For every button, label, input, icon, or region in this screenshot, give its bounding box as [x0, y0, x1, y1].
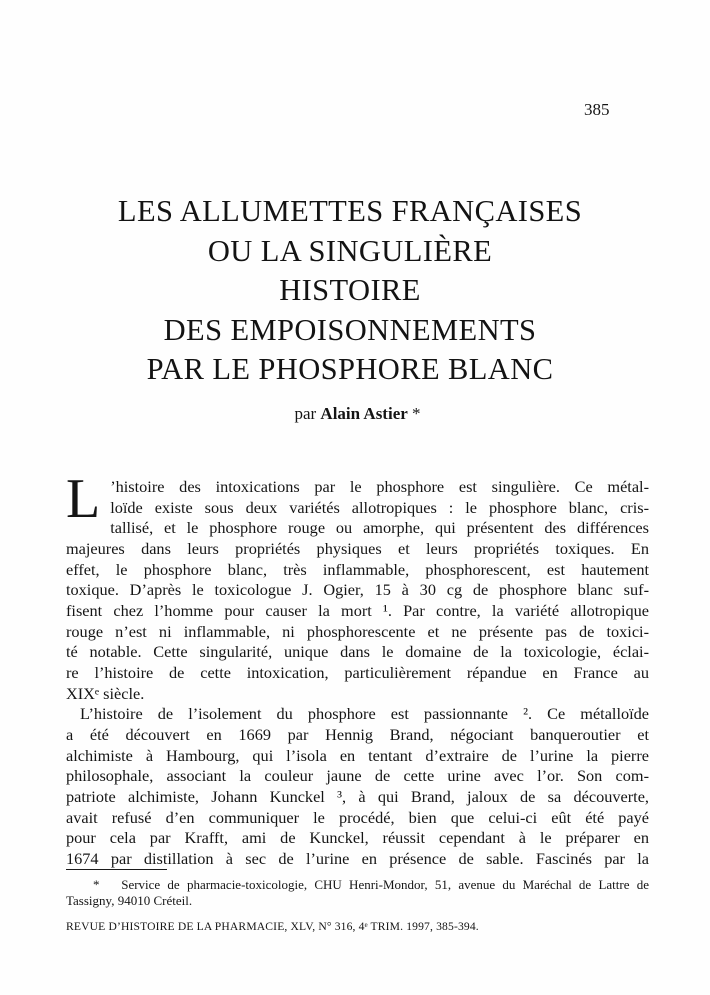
body-line: alchimiste à Hambourg, qui l’isola en tentant d’extraire de l’urine la pierre	[66, 745, 649, 765]
body-line: effet, le phosphore blanc, très inflammable, phosphorescent, est hautement	[66, 559, 649, 579]
body-lines	[66, 468, 649, 869]
body-line: pour cela par Krafft, ami de Kunckel, réussit cependant à le préparer en	[66, 828, 649, 848]
title-line: OU LA SINGULIÈRE	[207, 233, 493, 268]
body-line: patriote alchimiste, Johann Kunckel ³, à qui Brand, jaloux de sa découverte,	[66, 786, 649, 806]
body-line: re l’histoire de cette intoxication, particulièrement répandue en France au	[66, 662, 649, 682]
title-line: LES ALLUMETTES FRANÇAISES	[117, 194, 583, 228]
byline-footnote-mark: *	[407, 404, 421, 423]
byline-prefix: par	[294, 404, 321, 423]
dropcap-letter: L	[66, 468, 101, 530]
body-line: avait refusé d’en communiquer le procédé, bien que celui-ci eût été payé	[66, 807, 649, 827]
body-line: ’histoire des intoxications par le phosphore est singulière. Ce métal-	[110, 477, 649, 496]
body-line: té notable. Cette singularité, unique dans le domaine de la toxicologie, éclai-	[66, 642, 649, 662]
body-line: a été découvert en 1669 par Hennig Brand, négociant banqueroutier et	[66, 724, 649, 744]
article-body	[66, 468, 649, 869]
footnote	[66, 877, 649, 909]
body-line: XIXᵉ siècle.	[66, 683, 145, 703]
body-line: toxique. D’après le toxicologue J. Ogier, 15 à 30 cg de phosphore blanc suf-	[66, 580, 649, 600]
body-line: 1674 par distillation à sec de l’urine en présence de sable. Fascinés par la	[66, 848, 649, 868]
footnote-rule	[66, 869, 167, 870]
page-number: 385	[584, 100, 610, 119]
title-line: HISTOIRE	[279, 273, 421, 307]
body-line: loïde existe sous deux variétés allotropiques : le phosphore blanc, cris-	[110, 497, 649, 517]
body-line: tallisé, et le phosphore rouge ou amorphe, qui présentent des différences	[110, 518, 649, 538]
journal-reference: REVUE D’HISTOIRE DE LA PHARMACIE, XLV, N° 316, 4ᵉ TRIM. 1997, 385-394.	[66, 920, 479, 933]
body-line: L’histoire de l’isolement du phosphore est passionnante ². Ce métalloïde	[80, 704, 649, 724]
title-line: PAR LE PHOSPHORE BLANC	[146, 352, 554, 386]
title-line: DES EMPOISONNEMENTS	[163, 312, 537, 347]
footnote-line: * Service de pharmacie-toxicologie, CHU Henri-Mondor, 51, avenue du Maréchal de Lattre de	[93, 877, 649, 892]
article-title	[40, 192, 660, 390]
author-name: Alain Astier	[320, 404, 408, 423]
footnote-line: Tassigny, 94010 Créteil.	[66, 892, 193, 908]
body-line: fisent chez l’homme pour causer la mort ¹. Par contre, la variété allotropique	[66, 600, 649, 620]
body-line: philosophale, associant la couleur jaune de cette urine avec l’or. Son com-	[66, 766, 649, 786]
byline	[66, 404, 649, 424]
body-line: rouge n’est ni inflammable, ni phosphorescente et ne présente pas de toxici-	[66, 621, 649, 641]
body-line: majeures dans leurs propriétés physiques et leurs propriétés toxiques. En	[66, 538, 649, 558]
